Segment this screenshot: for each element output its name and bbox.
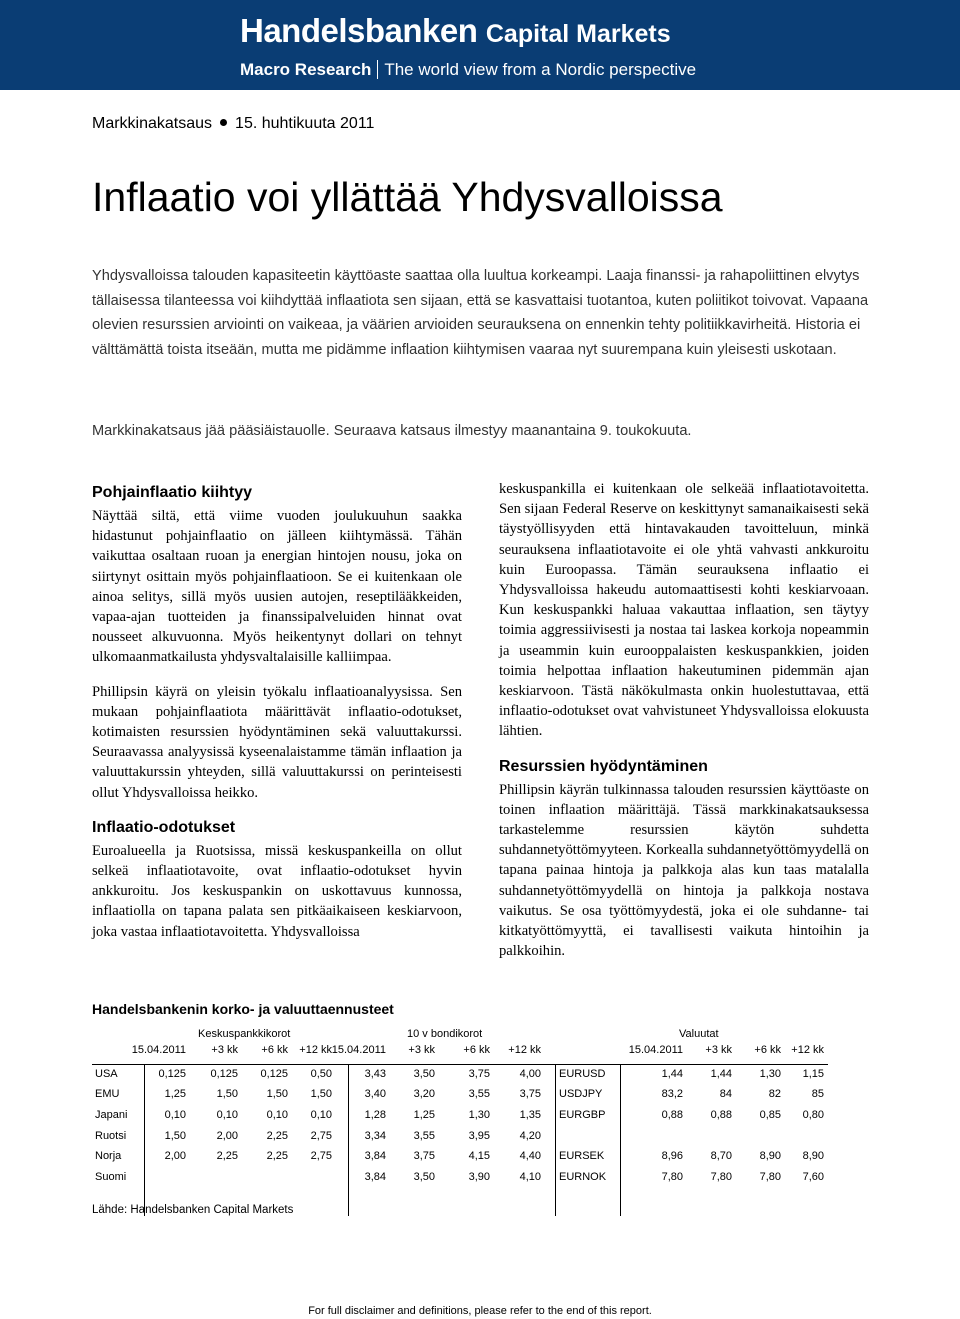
table-cell: 85 [811,1088,824,1100]
column-header: +3 kk [211,1044,238,1056]
table-cell: 84 [719,1088,732,1100]
table-source: Lähde: Handelsbanken Capital Markets [92,1204,294,1216]
group-header: Valuutat [679,1028,719,1040]
row-label: Suomi [95,1171,127,1183]
table-cell: 3,84 [364,1150,386,1162]
table-cell: 3,55 [468,1088,490,1100]
footer-disclaimer: For full disclaimer and definitions, please refer to the end of this report. [308,1305,652,1317]
currency-pair: EURSEK [559,1150,605,1162]
table-row [92,1088,832,1108]
table-cell: 1,28 [364,1109,386,1121]
header-rule [92,1064,828,1065]
table-cell: 3,75 [413,1150,435,1162]
table-cell: 0,10 [266,1109,288,1121]
table-cell: 2,00 [164,1150,186,1162]
table-cell: 3,40 [364,1088,386,1100]
column-header: +6 kk [261,1044,288,1056]
publish-date: 15. huhtikuuta 2011 [235,115,375,132]
body-paragraph: Euroalueella ja Ruotsissa, missä keskuspankeilla on ollut selkeä inflaatiotavoite, ovat inflaatio-odotukset hyvin ankkuroitu. Jos keskuspankin on uskottavuus kunnossa, inflaatiolla on tapana palata sen pitkäaikaiseen keskiarvoon, joka vastaa inflaatiotavoitetta. Yhdysvalloissa [92,842,462,940]
series-name: Markkinakatsaus [92,115,213,132]
table-cell: 1,30 [468,1109,490,1121]
table-row [92,1130,832,1150]
table-cell: 7,80 [661,1171,683,1183]
brand-name: Handelsbanken [240,12,478,49]
page-title: Inflaatio voi yllättää Yhdysvalloissa [92,174,723,220]
section-heading: Inflaatio-odotukset [92,818,236,836]
column-header: +6 kk [754,1044,781,1056]
table-cell: 7,80 [759,1171,781,1183]
group-header: 10 v bondikorot [407,1028,483,1040]
table-cell: 3,75 [468,1068,490,1080]
left-column [92,482,462,956]
section-name: Macro Research [240,60,372,79]
table-cell: 3,43 [364,1068,386,1080]
row-label: EMU [95,1088,120,1100]
table-cell: 3,75 [519,1088,541,1100]
table-cell: 1,35 [519,1109,541,1121]
table-cell: 1,50 [266,1088,288,1100]
dateline [92,115,374,133]
brand-suffix: Capital Markets [485,20,671,48]
column-header: +12 kk [299,1044,332,1056]
banner-subtitle [240,60,696,80]
right-column [499,479,869,975]
table-cell: 1,44 [710,1068,732,1080]
currency-pair: EURNOK [559,1171,607,1183]
table-cell: 4,40 [519,1150,541,1162]
table-cell: 0,10 [164,1109,186,1121]
table-cell: 0,88 [661,1109,683,1121]
section-heading: Resurssien hyödyntäminen [499,757,708,775]
table-cell: 3,50 [413,1171,435,1183]
body-paragraph: keskuspankilla ei kuitenkaan ole selkeää inflaatiotavoitetta. Sen sijaan Federal Reserve on keskittynyt samanaikaisesti sekä täystyöllisyyden että hintavakauden tavoitteluun, minkä seurauksena inflaatiotavoite ei ole yhtä vahvasti ankkuroitu kuin Euroopassa. Tämän seurauksena inflaatio ei Yhdysvalloissa hakeudu automaattisesti kohti keskiarvoaan. Kun keskuspankki haluaa vakauttaa inflaation, sen täytyy toimia aggressiivisesti ja nostaa tai laskea korkoja nopeammin ja useammin kuin eurooppalaisten keskuspankkien, joiden toimia helpottaa inflaation hakeutuminen pidemmän ajan keskiarvoon. Tästä näkökulmasta onkin huolestuttavaa, että inflaatio-odotukset ovat vahvistuneet Yhdysvalloissa elokuusta lähtien. [499,481,869,740]
table-row [92,1068,832,1088]
table-cell: 3,95 [468,1130,490,1142]
table-cell: 7,80 [710,1171,732,1183]
tagline: The world view from a Nordic perspective [384,60,697,79]
table-cell: 8,90 [802,1150,824,1162]
table-cell: 2,25 [266,1150,288,1162]
publication-note: Markkinakatsaus jää pääsiäistauolle. Seuraava katsaus ilmestyy maanantaina 9. toukokuuta. [92,423,692,439]
table-cell: 0,125 [210,1068,238,1080]
table-row [92,1150,832,1170]
table-cell: 3,34 [364,1130,386,1142]
column-header: +3 kk [705,1044,732,1056]
table-cell: 4,15 [468,1150,490,1162]
table-cell: 1,25 [413,1109,435,1121]
table-cell: 0,85 [759,1109,781,1121]
body-paragraph: Phillipsin käyrä on yleisin työkalu inflaatioanalyysissa. Sen mukaan pohjainflaatiota määrittävät inflaatio-odotukset, kotimaisten resurssien hyödyntäminen sekä valuuttakurssi. Seuraavassa analyysissä kyseenalaistamme tämän inflaation ja valuuttakurssin yhteyden, sillä valuuttakurssi on perinteisesti ollut Yhdysvalloissa heikko. [92,683,462,801]
column-header: +6 kk [463,1044,490,1056]
table-cell: 4,00 [519,1068,541,1080]
row-label: Norja [95,1150,122,1162]
table-cell: 0,80 [802,1109,824,1121]
section-heading: Pohjainflaatio kiihtyy [92,484,253,501]
table-cell: 2,75 [310,1130,332,1142]
table-cell: 8,96 [661,1150,683,1162]
currency-pair: USDJPY [559,1088,603,1100]
bullet-icon [220,119,227,126]
column-header: 15.04.2011 [331,1044,386,1056]
table-cell: 7,60 [802,1171,824,1183]
column-header: +3 kk [408,1044,435,1056]
divider [377,60,378,79]
table-cell: 3,55 [413,1130,435,1142]
table-cell: 1,50 [216,1088,238,1100]
table-cell: 8,90 [759,1150,781,1162]
table-cell: 0,88 [710,1109,732,1121]
table-cell: 0,10 [310,1109,332,1121]
row-label: USA [95,1068,118,1080]
table-cell: 83,2 [661,1088,683,1100]
currency-pair: EURGBP [559,1109,606,1121]
table-cell: 1,50 [164,1130,186,1142]
table-cell: 1,44 [661,1068,683,1080]
column-header: +12 kk [791,1044,824,1056]
table-cell: 8,70 [710,1150,732,1162]
table-cell: 1,50 [310,1088,332,1100]
table-cell: 0,125 [158,1068,186,1080]
table-cell: 4,10 [519,1171,541,1183]
table-cell: 0,10 [216,1109,238,1121]
column-header: 15.04.2011 [131,1044,186,1056]
table-cell: 3,20 [413,1088,435,1100]
table-cell: 1,15 [802,1068,824,1080]
table-cell: 0,50 [310,1068,332,1080]
table-cell: 3,50 [413,1068,435,1080]
row-label: Japani [95,1109,128,1121]
row-label: Ruotsi [95,1130,127,1142]
table-cell: 3,90 [468,1171,490,1183]
table-row [92,1109,832,1129]
body-paragraph: Phillipsin käyrän tulkinnassa talouden resurssien käyttöaste on toinen inflaation määrittäjä. Tässä markkinakatsauksessa tarkastelemme resurssien käytön suhdetta suhdannetyöttömyyteen. Korkealla suhdannetyöttömyydellä on tapana painaa hintoja ja palkkoja alas kun taas matalalla suhdannetyöttömyydellä on hintoja ja palkkoja nostava vaikutus. Se osa työttömyydestä, joka ei ole suhdanne- tai kitkatyöttömyyttä, ei tavallisesti vaikuta hintoihin ja palkkoihin. [499,781,869,960]
lead-paragraph: Yhdysvalloissa talouden kapasiteetin käyttöaste saattaa olla luultua korkeampi. Laaja finanssi- ja rahapoliittinen elvytys tällaisessa tilanteessa voi kiihdyttää inflaatiota sen sijaan, että se kasvattaisi tuotantoa, kuten poliitikot toivovat. Vapaana olevien resurssien arviointi on vaikeaa, ja väärien arvioiden seurauksena on ennenkin tehty politiikkavirheitä. Historia ei välttämättä toista itseään, mutta me pidämme inflaation kiihtymisen vaaraa nyt suurempana kuin yleisesti uskotaan. [92,268,869,358]
table-cell: 3,84 [364,1171,386,1183]
table-cell: 2,25 [216,1150,238,1162]
currency-pair: EURUSD [559,1068,606,1080]
table-cell: 2,00 [216,1130,238,1142]
body-paragraph: Näyttää siltä, että viime vuoden joulukuuhun saakka hidastunut pohjainflaatio on jälleen kiihtymässä. Tähän vaikuttaa osaltaan ruoan ja energian hintojen nousu, joka on siirtynyt osittain myös pohjainflaatioon. Se ei kuitenkaan ole ainoa selitys, sillä myös uusien autojen, reseptilääkkeiden, vapaa-ajan tuotteiden ja finanssipalveluiden hinnat ovat nousseet alkuvuonna. Myös heikentynyt dollari on tehnyt ulkomaanmatkailusta yhdysvaltalaisille kalliimpaa. [92,508,462,666]
brand-logo [240,12,671,50]
table-cell: 2,75 [310,1150,332,1162]
column-header: +12 kk [508,1044,541,1056]
table-cell: 1,25 [164,1088,186,1100]
table-cell: 1,30 [759,1068,781,1080]
table-cell: 4,20 [519,1130,541,1142]
table-cell: 2,25 [266,1130,288,1142]
table-cell: 0,125 [260,1068,288,1080]
table-cell: 82 [768,1088,781,1100]
table-title: Handelsbankenin korko- ja valuuttaennusteet [92,1001,394,1017]
column-header: 15.04.2011 [628,1044,683,1056]
header-banner [0,0,960,90]
table-row [92,1171,832,1191]
group-header: Keskuspankkikorot [198,1028,291,1040]
